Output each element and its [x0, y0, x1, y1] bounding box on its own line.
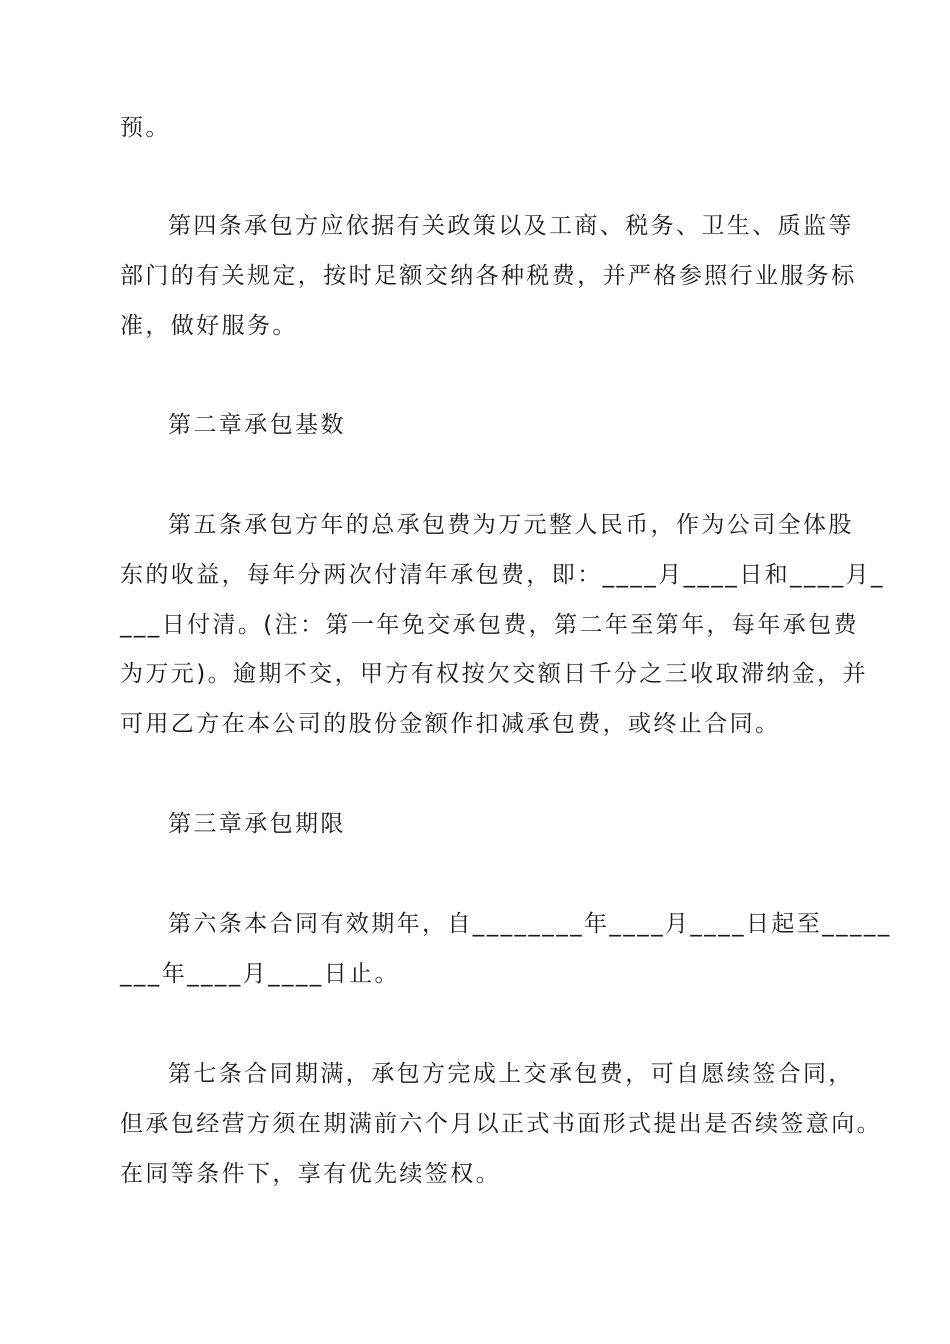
article-4-line-2: 部门的有关规定，按时足额交纳各种税费，并严格参照行业服务标 [120, 263, 857, 289]
article-7-line-3: 在同等条件下，享有优先续签权。 [120, 1161, 501, 1187]
article-6-line-2: ___年____月____日止。 [120, 961, 400, 987]
paragraph-line-continuation: 预。 [120, 115, 171, 141]
article-5-line-1: 第五条承包方年的总承包费为万元整人民币，作为公司全体股 [168, 512, 854, 538]
article-5-line-2: 东的收益，每年分两次付清年承包费，即：____月____日和____月_ [120, 562, 885, 588]
chapter-2-heading: 第二章承包基数 [168, 412, 346, 438]
article-7-line-2: 但承包经营方须在期满前六个月以正式书面形式提出是否续签意向。 [120, 1111, 882, 1137]
article-4-line-3: 准，做好服务。 [120, 313, 298, 339]
article-4-line-1: 第四条承包方应依据有关政策以及工商、税务、卫生、质监等 [168, 213, 854, 239]
article-7-line-1: 第七条合同期满，承包方完成上交承包费，可自愿续签合同， [168, 1061, 854, 1087]
chapter-3-heading: 第三章承包期限 [168, 811, 346, 837]
article-5-line-4: 为万元)。逾期不交，甲方有权按欠交额日千分之三收取滞纳金，并 [120, 661, 868, 687]
article-5-line-3: ___日付清。(注：第一年免交承包费，第二年至第年，每年承包费 [120, 612, 859, 638]
article-6-line-1: 第六条本合同有效期年，自________年____月____日起至_____ [168, 911, 892, 937]
article-5-line-5: 可用乙方在本公司的股份金额作扣减承包费，或终止合同。 [120, 711, 781, 737]
